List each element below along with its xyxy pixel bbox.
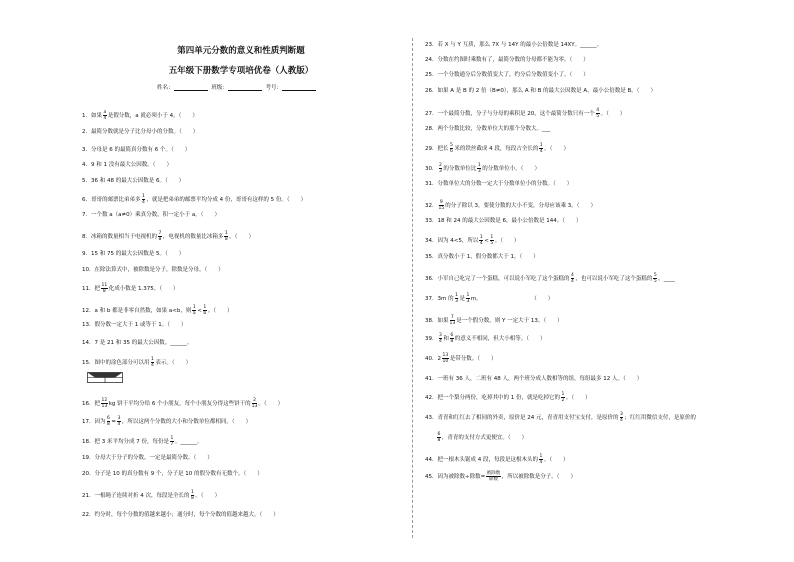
fraction	[620, 412, 624, 423]
question-item	[425, 432, 527, 443]
question-text: 3．分母是 6 的最简真分数有 6 个。（ ）	[82, 147, 191, 153]
question-text: m。 （ ）	[470, 296, 554, 302]
fraction	[477, 163, 481, 174]
fraction-denominator: 8	[107, 422, 110, 427]
fraction	[653, 273, 657, 284]
question-item	[82, 283, 178, 294]
question-text: 18．把 3 米平均分成 7 份，每份是	[82, 439, 169, 445]
question-text: 。（ ）	[258, 401, 284, 407]
fraction-denominator: 4	[539, 460, 543, 465]
fraction-numerator: 4	[596, 108, 600, 113]
fraction	[596, 108, 600, 119]
fraction	[203, 305, 207, 316]
fraction-numerator: 11	[101, 283, 108, 288]
fraction-numerator: 1	[477, 163, 481, 168]
question-text: 17．因为	[82, 419, 106, 425]
question-item	[82, 490, 220, 501]
fraction-numerator: 1	[170, 436, 174, 441]
question-text: 9．15 和 75 的最大公因数是 5。（ ）	[82, 251, 185, 257]
question-text: <	[197, 308, 202, 314]
fraction-numerator: 1	[191, 490, 194, 495]
question-text: 。（ ）	[565, 395, 591, 401]
question-text: 23．若 X 与 Y 互质，那么 7X 与 14Y 的最小公倍数是 14XY。______。	[425, 42, 603, 48]
question-text: 的意义不相同，但大小相等。（ ）	[454, 336, 546, 342]
fraction-numerator: 7	[158, 231, 162, 236]
question-text: 。（ ）	[195, 493, 221, 499]
question-text: 和	[443, 336, 449, 342]
fraction-denominator: 4	[479, 241, 483, 246]
question-text: ，青青的支付方式更便宜。（ ）	[441, 435, 528, 441]
fraction	[101, 283, 108, 294]
question-text: 40．2	[425, 356, 441, 362]
fraction-numerator: 13	[442, 353, 449, 358]
question-text: ，也可以说小军吃了这个蛋糕的	[575, 276, 653, 282]
fraction-denominator: 3	[455, 299, 458, 304]
question-text: ，所以被除数是分子。（ ）	[501, 474, 576, 480]
question-text: ；红红用微信支付，是原价的	[624, 415, 696, 421]
class-field[interactable]	[228, 84, 262, 91]
question-item	[425, 392, 591, 403]
question-text: 32．	[425, 203, 438, 209]
fraction	[142, 194, 146, 205]
question-item	[425, 163, 540, 174]
fraction	[439, 163, 443, 174]
fraction-denominator: b	[203, 311, 207, 316]
question-text: 10．在除法算式中，被除数是分子，除数是分母。（ ）	[82, 267, 224, 273]
question-item	[82, 162, 172, 169]
question-text: 26．如果 A 是 B 的 2 倍（B≠0），那么 A 和 B 的最大公因数是 A，最小公倍数是 B。（ ）	[425, 88, 656, 94]
question-text: 20．分子是 10 的真分数有 9 个，分子是 10 的假分数有无数个。（ ）	[82, 471, 263, 477]
id-field[interactable]	[282, 84, 316, 91]
fraction-denominator: 4	[142, 200, 145, 205]
fraction	[442, 353, 449, 364]
question-text: 39．	[425, 336, 438, 342]
question-item	[425, 143, 569, 154]
question-text: 35．真分数小于 1，假分数都大于 1。（ ）	[425, 254, 539, 260]
fraction-denominator: 5	[490, 241, 494, 246]
question-item	[425, 57, 589, 64]
fraction	[539, 454, 543, 465]
fraction	[101, 398, 108, 409]
question-text: 。（ ）	[494, 238, 520, 244]
question-text: 27．一个最简分数，分子与分母的乘积是 20，这个最简分数只有一个	[425, 111, 595, 117]
question-text: 的分数单位小。（ ）	[482, 166, 541, 172]
question-item	[425, 315, 563, 326]
question-item	[425, 376, 642, 383]
question-text: 的分子除以 3，要使分数的大小不变，分母应该乘 3。（ ）	[445, 203, 596, 209]
student-info-line	[157, 83, 318, 91]
fraction-denominator: 13	[251, 404, 258, 409]
question-text: 34．因为 4<5，所以	[425, 238, 479, 244]
fraction-denominator: 3	[439, 169, 442, 174]
fraction-denominator: 5	[653, 279, 657, 284]
question-item	[82, 357, 191, 368]
fraction	[439, 333, 443, 344]
fraction	[466, 293, 470, 304]
fraction-denominator: 8	[437, 438, 441, 443]
fraction-denominator: 4	[539, 149, 543, 154]
fraction-denominator: 4	[571, 279, 574, 284]
fraction	[490, 235, 494, 246]
question-text: 化成小数是 1.375。（ ）	[108, 286, 179, 292]
question-text: 8．冰箱的数量相当于电视机的	[82, 234, 158, 240]
fraction	[486, 471, 501, 482]
question-item	[425, 412, 696, 423]
question-text: 是假分数，a 就必须小于 4。（ ）	[107, 113, 198, 119]
question-item	[425, 333, 546, 344]
question-text: 5．36 和 48 的最大公因数是 6。（ ）	[82, 178, 185, 184]
fraction	[117, 416, 121, 427]
question-text: 30．	[425, 166, 438, 172]
question-item	[82, 340, 192, 347]
question-item	[82, 110, 198, 121]
question-text: 16．把	[82, 401, 100, 407]
question-item	[425, 108, 625, 119]
fraction-denominator: 8	[224, 237, 228, 242]
question-text: <	[484, 238, 489, 244]
question-text: 的分数单位比	[443, 166, 477, 172]
question-item	[425, 126, 550, 133]
fraction-numerator: 1	[539, 454, 543, 459]
fraction-numerator: 1	[479, 235, 483, 240]
question-item	[82, 231, 254, 242]
fraction-numerator: 3	[620, 412, 623, 417]
question-item	[425, 454, 569, 465]
question-text: ，所以这两个分数的大小和分数单位都相同。（ ）	[121, 419, 252, 425]
question-text: 。____	[658, 276, 675, 282]
fraction-numerator: 7	[450, 315, 454, 320]
fraction	[192, 305, 196, 316]
question-text: 28．两个分数比较，分数单位大的那个分数大。___	[425, 126, 551, 132]
fraction-denominator: 4	[439, 339, 442, 344]
fraction-denominator: 4	[151, 363, 154, 368]
fraction	[450, 143, 454, 154]
question-item	[82, 398, 283, 409]
fraction-denominator: 除数	[488, 477, 498, 482]
class-label: 班级：	[211, 85, 228, 91]
fraction-denominator: 8	[102, 289, 106, 294]
fraction-denominator: 4	[117, 422, 121, 427]
question-item	[82, 305, 232, 316]
question-item	[82, 212, 220, 219]
fraction	[191, 490, 195, 501]
fraction-numerator: 1	[224, 231, 228, 236]
question-text: 41．一班有 36 人，二班有 48 人，两个班分成人数相等的组，每组最多 12 人。（ ）	[425, 376, 643, 382]
fraction-denominator: 5	[596, 114, 600, 119]
question-item	[425, 353, 497, 364]
fraction-numerator: 3	[439, 333, 442, 338]
question-item	[82, 455, 213, 462]
fraction-numerator: 2	[439, 163, 442, 168]
fraction	[151, 357, 155, 368]
fraction-numerator: 被除数	[486, 471, 501, 476]
fraction-numerator: 1	[490, 235, 494, 240]
question-text: 是带分数。（ ）	[449, 356, 497, 362]
question-text: 22．约分时，每个分数的值越来越小；通分时，每个分数的值越来越大。（ ）	[82, 512, 279, 518]
question-text: 24．分数在约图时乘数有了，最简分数的分母都不能为零。（ ）	[425, 57, 589, 63]
fraction	[170, 436, 174, 447]
question-item	[82, 471, 263, 478]
question-text: ，就是把弟弟的邮票平均分成 4 份，哥哥有这样的 5 份。（ ）	[146, 197, 307, 203]
question-text: 45．因为被除数÷除数=	[425, 474, 486, 480]
fraction	[450, 333, 454, 344]
fraction-denominator: 8	[158, 237, 162, 242]
fraction-denominator: a	[192, 311, 196, 316]
question-text: 。（ ）	[544, 146, 570, 152]
fraction-numerator: 5	[450, 143, 453, 148]
fraction	[103, 110, 107, 121]
question-text: 31．分数单位大的分数一定大于分数单位小的分数。（ ）	[425, 181, 573, 187]
question-text: 33．18 和 24 的最大公因数是 6，最小公倍数是 144。（ ）	[425, 218, 582, 224]
fraction-denominator: 15	[438, 206, 445, 211]
question-item	[425, 181, 572, 188]
fraction-denominator: 3	[477, 169, 481, 174]
fraction-numerator: 1	[455, 293, 458, 298]
question-text: 7．一个数 a（a≠0）乘真分数，积一定小于 a。（ ）	[82, 212, 220, 218]
question-item	[425, 72, 589, 79]
question-item	[82, 322, 187, 329]
fraction-denominator: 2	[561, 398, 565, 403]
question-text: 11．把	[82, 286, 100, 292]
question-item	[425, 293, 553, 304]
fraction-denominator: 8	[450, 339, 454, 344]
fraction	[107, 416, 111, 427]
fraction	[571, 273, 575, 284]
fraction-numerator: 1	[192, 305, 196, 310]
question-text: 15．图中的涂色部分可以用	[82, 360, 150, 366]
fraction-denominator: 6	[450, 149, 453, 154]
fraction-numerator: 1	[466, 293, 470, 298]
question-item	[425, 235, 519, 246]
fraction	[437, 432, 441, 443]
fraction-denominator: 8	[191, 496, 194, 501]
question-item	[82, 416, 251, 427]
question-text: 是	[459, 296, 465, 302]
question-item	[82, 267, 224, 274]
fraction-numerator: 1	[142, 194, 145, 199]
fraction-denominator: 3	[466, 299, 470, 304]
question-text: 。（ ）	[229, 234, 255, 240]
question-text: 4．9 和 1 没有最大公因数。（ ）	[82, 162, 172, 168]
question-text: 19．分母大于分子的分数，一定是最简分数。（ ）	[82, 455, 213, 461]
fraction	[439, 200, 445, 211]
question-item	[425, 218, 582, 225]
question-text: 1．如果	[82, 113, 102, 119]
question-text: 21．一根绳子连续对折 4 次，每段是全长的	[82, 493, 190, 499]
id-label: 考号：	[265, 85, 283, 91]
fraction-numerator: a	[103, 110, 107, 115]
question-item	[82, 178, 184, 185]
fraction-numerator: 12	[101, 398, 108, 403]
question-text: 2．最简分数就是分子比分母小的分数。（ ）	[82, 129, 199, 135]
fraction	[561, 392, 565, 403]
question-text: 38．如果	[425, 318, 449, 324]
question-text: =	[111, 419, 116, 425]
question-text: 13．假分数一定大于 1 或等于 1。（ ）	[82, 322, 187, 328]
question-text: 14．7 是 21 和 35 的最大公因数。______。	[82, 340, 193, 346]
question-item	[425, 273, 675, 284]
question-item	[82, 194, 306, 205]
column-divider	[412, 38, 413, 538]
question-text: kg 饼干平均分给 6 个小朋友，每个小朋友分得这些饼干的	[108, 401, 251, 407]
page-title: 第四单元分数的意义和性质判断题	[177, 46, 305, 56]
shaded-rectangle-figure	[87, 372, 123, 383]
question-item	[82, 251, 184, 258]
fraction	[450, 315, 456, 326]
fraction-denominator: 13	[101, 404, 108, 409]
name-field[interactable]	[174, 84, 208, 91]
question-item	[82, 129, 198, 136]
fraction-denominator: 7	[170, 442, 174, 447]
fraction-denominator: 4	[103, 116, 107, 121]
fraction-numerator: 1	[561, 392, 565, 397]
fraction-numerator: 6	[450, 333, 454, 338]
fraction-numerator: 1	[203, 305, 207, 310]
fraction-numerator: 5	[653, 273, 657, 278]
fraction-numerator: 4	[571, 273, 574, 278]
fraction-numerator: 6	[107, 416, 110, 421]
question-item	[425, 88, 656, 95]
question-text: 6．哥哥的邮票比弟弟多	[82, 197, 141, 203]
fraction	[539, 143, 543, 154]
fraction-numerator: 9	[439, 200, 443, 205]
question-text	[425, 435, 436, 441]
question-text: 米的铁丝截成 4 段，每段占全长的	[454, 146, 539, 152]
question-text: 43．青青和红红去了相同的外卖，原价是 24 元，青青用支付宝支付，是原价的	[425, 415, 619, 421]
fraction-denominator: 13	[449, 321, 456, 326]
question-text: 25．一个分数通分后分数值变大了，约分后分数值变小了。（ ）	[425, 72, 589, 78]
question-text: 44．把一根木头锯成 4 段，每段是这根木头的	[425, 457, 538, 463]
question-text: 42．把一个梨分两份，吃掉其中的 1 份，就是吃掉它的	[425, 395, 560, 401]
fraction-numerator: 2	[253, 398, 256, 403]
question-item	[425, 42, 602, 49]
question-text: 。（ ）	[207, 308, 233, 314]
question-text: 是一个假分数，则 Y 一定大于 13。（ ）	[456, 318, 563, 324]
question-item	[425, 200, 596, 211]
fraction	[224, 231, 228, 242]
question-text: 12．a 和 b 都是非零自然数，如果 a<b，则	[82, 308, 192, 314]
question-text: 37．3m 的	[425, 296, 454, 302]
question-item	[425, 471, 576, 482]
fraction-denominator: 4	[620, 418, 623, 423]
fraction-numerator: 3	[117, 416, 121, 421]
question-text: 。______。	[174, 439, 203, 445]
question-text: 36．小军自己吃完了一个蛋糕，可以说小军吃了这个蛋糕的	[425, 276, 570, 282]
question-item	[82, 436, 202, 447]
question-text: 表示。（ ）	[155, 360, 192, 366]
question-text: 。（ ）	[543, 457, 569, 463]
question-item	[425, 254, 539, 261]
page-subtitle: 五年级下册数学专项培优卷（人教版）	[168, 66, 314, 76]
question-text: 29．把长	[425, 146, 449, 152]
fraction	[158, 231, 162, 242]
fraction-denominator: 10	[442, 359, 449, 364]
question-item	[82, 147, 190, 154]
fraction-numerator: 1	[539, 143, 543, 148]
question-text: 。（ ）	[600, 111, 626, 117]
fraction-numerator: 6	[437, 432, 441, 437]
fraction	[479, 235, 483, 246]
name-label: 姓名：	[157, 85, 174, 91]
fraction-numerator: 1	[151, 357, 154, 362]
question-text: ，电视机的数量比冰箱多	[162, 234, 224, 240]
fraction	[455, 293, 459, 304]
fraction	[252, 398, 258, 409]
question-item	[82, 512, 279, 519]
